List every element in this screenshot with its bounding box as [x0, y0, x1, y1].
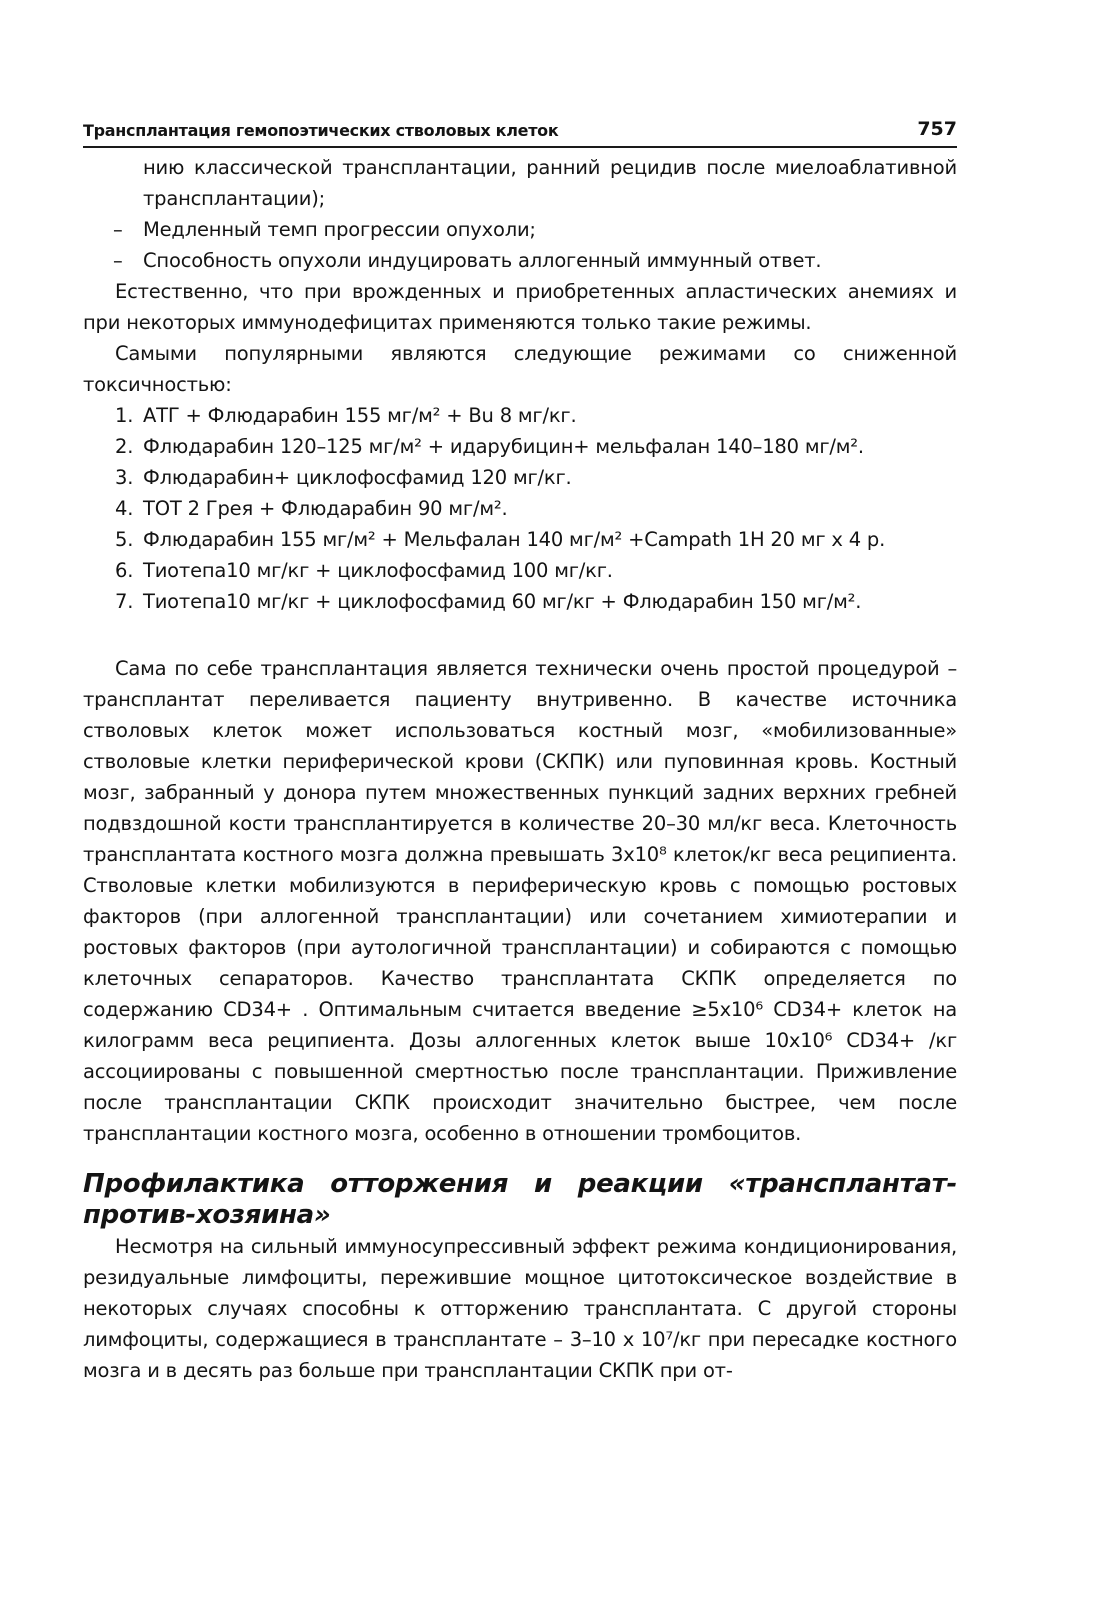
dash-bullet: – [113, 218, 123, 241]
item-text: Флюдарабин 120–125 мг/м² + идарубицин+ мельфалан 140–180 мг/м². [143, 435, 864, 458]
regimen-list [83, 400, 957, 617]
item-number: 1. [115, 404, 134, 427]
item-number: 2. [115, 435, 134, 458]
page-number: 757 [917, 118, 957, 140]
regimen-item [83, 524, 957, 555]
dash-item-text: Способность опухоли индуцировать аллогенный иммунный ответ. [143, 249, 822, 272]
item-text: Флюдарабин 155 мг/м² + Мельфалан 140 мг/м² +Campath 1H 20 мг х 4 р. [143, 528, 886, 551]
running-title: Трансплантация гемопоэтических стволовых клеток [83, 121, 559, 140]
item-number: 7. [115, 590, 134, 613]
regimen-item [83, 431, 957, 462]
item-text: TOT 2 Грея + Флюдарабин 90 мг/м². [143, 497, 508, 520]
page-body [83, 152, 957, 1386]
continued-list-item: нию классической трансплантации, ранний рецидив после миелоаблативной трансплантации); [143, 156, 957, 210]
item-number: 4. [115, 497, 134, 520]
dash-bullet: – [113, 249, 123, 272]
item-number: 5. [115, 528, 134, 551]
regimen-item [83, 586, 957, 617]
dash-item-text: Медленный темп прогрессии опухоли; [143, 218, 536, 241]
item-number: 3. [115, 466, 134, 489]
regimen-item [83, 400, 957, 431]
paragraph-prophylaxis: Несмотря на сильный иммуносупрессивный эффект режима кондиционирования, резидуальные лимфоциты, пережившие мощное цитотоксическое воздействие в некоторых случаях способны к отторжению трансплантата. С другой стороны лимфоциты, содержащиеся в трансплантате – 3–10 х 10⁷/кг при пересадке костного мозга и в десять раз больше при трансплантации СКПК при от- [83, 1235, 957, 1382]
dash-list-item [83, 214, 957, 245]
item-text: Флюдарабин+ циклофосфамид 120 мг/кг. [143, 466, 572, 489]
regimen-item [83, 555, 957, 586]
book-page [83, 110, 957, 1386]
paragraph-popular-regimens: Самыми популярными являются следующие режимами со сниженной токсичностью: [83, 342, 957, 396]
running-header [83, 110, 957, 148]
regimen-item [83, 462, 957, 493]
paragraph-transplantation: Сама по себе трансплантация является технически очень простой процедурой – трансплантат переливается пациенту внутривенно. В качестве источника стволовых клеток может использоваться костный мозг, «мобилизованные» стволовые клетки периферической крови (СКПК) или пуповинная кровь. Костный мозг, забранный у донора путем множественных пункций задних верхних гребней подвздошной кости трансплантируется в количестве 20–30 мл/кг веса. Клеточность трансплантата костного мозга должна превышать 3х10⁸ клеток/кг веса реципиента. Стволовые клетки мобилизуются в периферическую кровь с помощью ростовых факторов (при аллогенной трансплантации) или сочетанием химиотерапии и ростовых факторов (при аутологичной трансплантации) и собираются с помощью клеточных сепараторов. Качество трансплантата СКПК определяется по содержанию CD34+ . Оптимальным считается введение ≥5х10⁶ CD34+ клеток на килограмм веса реципиента. Дозы аллогенных клеток выше 10х10⁶ CD34+ /кг ассоциированы с повышенной смертностью после трансплантации. Приживление после трансплантации СКПК происходит значительно быстрее, чем после трансплантации костного мозга, особенно в отношении тромбоцитов. [83, 657, 957, 1145]
item-number: 6. [115, 559, 134, 582]
item-text: АТГ + Флюдарабин 155 мг/м² + Bu 8 мг/кг. [143, 404, 577, 427]
regimen-item [83, 493, 957, 524]
section-heading: Профилактика отторжения и реакции «трансплантат-против-хозяина» [83, 1169, 957, 1230]
item-text: Тиотепа10 мг/кг + циклофосфамид 100 мг/кг. [143, 559, 613, 582]
paragraph-anemia: Естественно, что при врожденных и приобретенных апластических анемиях и при некоторых иммунодефицитах применяются только такие режимы. [83, 280, 957, 334]
item-text: Тиотепа10 мг/кг + циклофосфамид 60 мг/кг + Флюдарабин 150 мг/м². [143, 590, 862, 613]
dash-list-item [83, 245, 957, 276]
